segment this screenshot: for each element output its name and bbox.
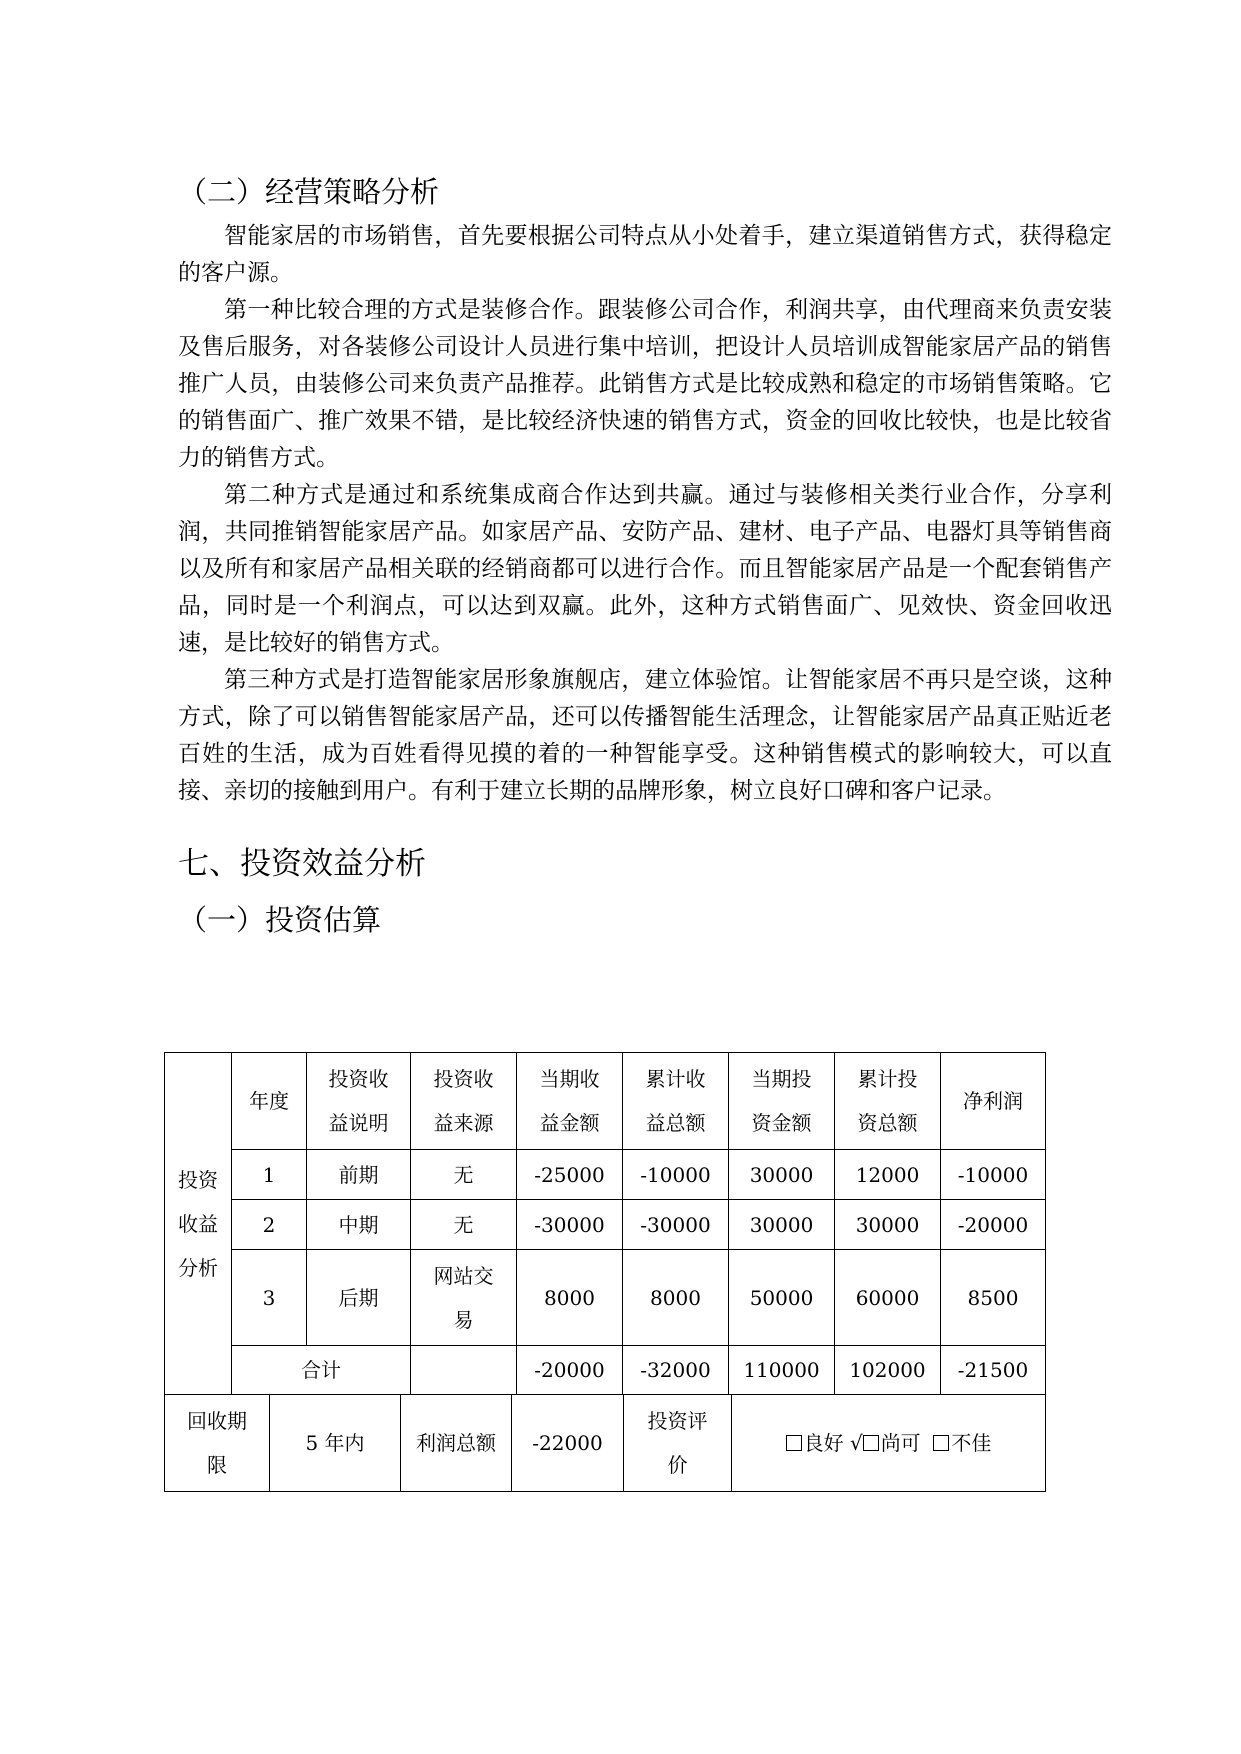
cell-desc: 前期 [307, 1150, 411, 1200]
section-heading-strategy: （二）经营策略分析 [178, 175, 440, 209]
cell-current-investment: 30000 [729, 1200, 835, 1250]
header-cumulative-investment: 累计投 资总额 [835, 1053, 941, 1150]
side-label-line: 分析 [178, 1255, 218, 1280]
side-label-line: 收益 [178, 1211, 218, 1236]
section-heading-investment: 七、投资效益分析 [178, 846, 426, 882]
cell-total-label: 合计 [232, 1346, 411, 1395]
cell-source: 无 [411, 1200, 517, 1250]
cell-current-income: 8000 [517, 1250, 623, 1346]
cell-net-profit: -10000 [941, 1150, 1046, 1200]
option-good-label: 良好 [803, 1431, 844, 1455]
cell-current-investment: 30000 [729, 1150, 835, 1200]
header-current-investment: 当期投 资金额 [729, 1053, 835, 1150]
check-mark: √ [849, 1431, 863, 1455]
summary-row [165, 1395, 1046, 1492]
table-row [165, 1150, 1046, 1200]
table-total-row [165, 1346, 1046, 1395]
header-net-profit: 净利润 [941, 1053, 1046, 1150]
paragraph-3: 第二种方式是通过和系统集成商合作达到共赢。通过与装修相关类行业合作，分享利润，共同推销智能家居产品。如家居产品、安防产品、建材、电子产品、电器灯具等销售商以及所有和家居产品相关联的经销商都可以进行合作。而且智能家居产品是一个配套销售产品，同时是一个利润点，可以达到双赢。此外，这种方式销售面广、见效快、资金回收迅速，是比较好的销售方式。 [178, 482, 1112, 656]
cell-year: 1 [232, 1150, 307, 1200]
side-label-cell [165, 1053, 232, 1395]
cell-cumulative-investment: 12000 [835, 1150, 941, 1200]
cell-desc: 中期 [307, 1200, 411, 1250]
cell-cumulative-investment: 60000 [835, 1250, 941, 1346]
cell-net-profit: 8500 [941, 1250, 1046, 1346]
subsection-heading-estimate: （一）投资估算 [178, 903, 382, 937]
paragraph-2: 第一种比较合理的方式是装修合作。跟装修公司合作，利润共享，由代理商来负责安装及售后服务，对各装修公司设计人员进行集中培训，把设计人员培训成智能家居产品的销售推广人员，由装修公司来负责产品推荐。此销售方式是比较成熟和稳定的市场销售策略。它的销售面广、推广效果不错，是比较经济快速的销售方式，资金的回收比较快，也是比较省力的销售方式。 [178, 297, 1112, 471]
payback-value: 5 年内 [270, 1395, 401, 1492]
cell-current-income: -30000 [517, 1200, 623, 1250]
cell-total-current-investment: 110000 [729, 1346, 835, 1395]
side-label-line: 投资 [178, 1167, 218, 1192]
paragraph-4: 第三种方式是打造智能家居形象旗舰店，建立体验馆。让智能家居不再只是空谈，这种方式，除了可以销售智能家居产品，还可以传播智能生活理念，让智能家居产品真正贴近老百姓的生活，成为百姓看得见摸的着的一种智能享受。这种销售模式的影响较大，可以直接、亲切的接触到用户。有利于建立长期的品牌形象，树立良好口碑和客户记录。 [178, 667, 1112, 804]
cell-cumulative-investment: 30000 [835, 1200, 941, 1250]
header-year: 年度 [232, 1053, 307, 1150]
table-row [165, 1200, 1046, 1250]
table-header-row [165, 1053, 1046, 1150]
cell-cumulative-income: 8000 [623, 1250, 729, 1346]
header-desc: 投资收 益说明 [307, 1053, 411, 1150]
checkbox-poor[interactable] [933, 1435, 949, 1451]
header-current-income: 当期收 益金额 [517, 1053, 623, 1150]
cell-current-income: -25000 [517, 1150, 623, 1200]
cell-year: 2 [232, 1200, 307, 1250]
investment-table [164, 1052, 1046, 1395]
cell-cumulative-income: -30000 [623, 1200, 729, 1250]
cell-total-current-income: -20000 [517, 1346, 623, 1395]
option-fair-label: 尚可 [880, 1431, 921, 1455]
paragraph-1: 智能家居的市场销售，首先要根据公司特点从小处着手，建立渠道销售方式，获得稳定的客户源。 [178, 223, 1112, 286]
investment-summary-table [164, 1394, 1046, 1492]
cell-total-net-profit: -21500 [941, 1346, 1046, 1395]
checkbox-fair[interactable] [863, 1435, 879, 1451]
cell-current-investment: 50000 [729, 1250, 835, 1346]
header-cumulative-income: 累计收 益总额 [623, 1053, 729, 1150]
cell-year: 3 [232, 1250, 307, 1346]
cell-total-cumulative-income: -32000 [623, 1346, 729, 1395]
cell-net-profit: -20000 [941, 1200, 1046, 1250]
profit-total-label: 利润总额 [401, 1395, 512, 1492]
evaluation-label: 投资评 价 [624, 1395, 732, 1492]
payback-label: 回收期 限 [165, 1395, 270, 1492]
cell-total-source [411, 1346, 517, 1395]
checkbox-good[interactable] [786, 1435, 802, 1451]
evaluation-options [732, 1395, 1046, 1492]
cell-source: 无 [411, 1150, 517, 1200]
cell-desc: 后期 [307, 1250, 411, 1346]
profit-total-value: -22000 [512, 1395, 624, 1492]
cell-source: 网站交 易 [411, 1250, 517, 1346]
header-source: 投资收 益来源 [411, 1053, 517, 1150]
option-poor-label: 不佳 [951, 1431, 992, 1455]
cell-cumulative-income: -10000 [623, 1150, 729, 1200]
cell-total-cumulative-investment: 102000 [835, 1346, 941, 1395]
table-row [165, 1250, 1046, 1346]
